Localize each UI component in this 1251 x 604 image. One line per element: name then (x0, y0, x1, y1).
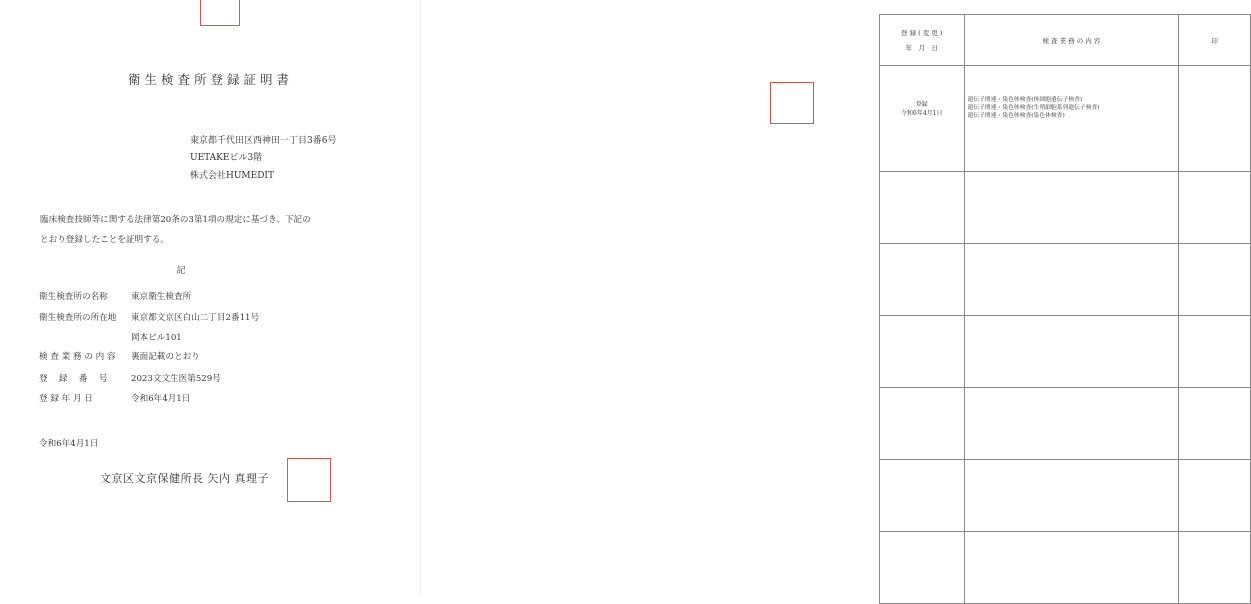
lab-services-value: 裏面記載のとおり (131, 352, 200, 362)
registration-number-label: 登 録 番 号 (39, 374, 108, 384)
empty-cell (964, 532, 1179, 604)
registration-date-value: 令和6年4月1日 (131, 394, 191, 404)
header-content: 検 査 業 務 の 内 容 (964, 15, 1179, 66)
applicant-address-line2: UETAKEビル3階 (190, 153, 263, 163)
certification-statement-line2: とおり登録したことを証明する。 (40, 235, 169, 245)
empty-cell (880, 172, 965, 244)
ki-marker: 記 (176, 266, 186, 276)
entry-item: 遺伝子関連・染色体検査(染色体検査) (967, 113, 1065, 119)
lab-name-value: 東京衛生検査所 (131, 292, 192, 302)
empty-cell (1179, 388, 1251, 460)
empty-cell (964, 460, 1179, 532)
applicant-address-line1: 東京都千代田区西神田一丁目3番6号 (190, 136, 337, 146)
empty-cell (964, 316, 1179, 388)
registration-table (879, 14, 1251, 604)
issuer-seal-stamp (287, 458, 331, 502)
table-row (880, 388, 1251, 460)
lab-location-building: 岡本ビル101 (131, 333, 182, 343)
entry-item: 遺伝子関連・染色体検査(体細胞遺伝子検査) (967, 97, 1083, 103)
lab-services-label: 検 査 業 務 の 内 容 (39, 352, 116, 362)
empty-cell (1179, 244, 1251, 316)
table-row (880, 532, 1251, 604)
entry-item: 遺伝子関連・染色体検査(生殖細胞系列遺伝子検査) (967, 105, 1100, 111)
certificate-front-page (0, 0, 421, 595)
certification-statement-line1: 臨床検査技師等に関する法律第20条の3第1項の規定に基づき、下記の (40, 215, 311, 225)
document-title: 衛生検査所登録証明書 (127, 72, 293, 87)
lab-location-label: 衛生検査所の所在地 (39, 313, 117, 323)
empty-cell (964, 172, 1179, 244)
table-header-row (880, 15, 1251, 66)
issue-date: 令和6年4月1日 (39, 439, 99, 449)
table-row (880, 316, 1251, 388)
applicant-company-name: 株式会社HUMEDIT (190, 171, 274, 181)
header-date-line2: 年 月 日 (905, 44, 938, 52)
entry-date-value: 令和6年4月1日 (901, 110, 943, 117)
empty-cell (964, 388, 1179, 460)
empty-cell (880, 532, 965, 604)
empty-cell (1179, 532, 1251, 604)
empty-cell (880, 244, 965, 316)
empty-cell (1179, 172, 1251, 244)
lab-location-value: 東京都文京区白山二丁目2番11号 (131, 313, 260, 323)
empty-cell (1179, 460, 1251, 532)
partial-seal-stamp (200, 0, 240, 26)
entry-date-cell (880, 66, 965, 172)
table-row (880, 66, 1251, 172)
header-seal: 印 (1179, 15, 1251, 66)
empty-cell (1179, 316, 1251, 388)
issuer-name: 文京区文京保健所長 矢内 真理子 (100, 472, 269, 485)
table-row (880, 244, 1251, 316)
empty-cell (880, 388, 965, 460)
lab-name-label: 衛生検査所の名称 (39, 292, 108, 302)
empty-cell (880, 460, 965, 532)
entry-items-cell (964, 66, 1179, 172)
registration-date-label: 登 録 年 月 日 (39, 394, 93, 404)
empty-cell (880, 316, 965, 388)
entry-seal-stamp (770, 82, 814, 124)
empty-cell (964, 244, 1179, 316)
table-row (880, 460, 1251, 532)
registration-number-value: 2023文文生医第529号 (131, 374, 221, 384)
table-row (880, 172, 1251, 244)
header-date-line1: 登 録 ( 変 更 ) (901, 29, 943, 37)
header-date (880, 15, 965, 66)
entry-seal-cell (1179, 66, 1251, 172)
entry-date-type: 登録 (915, 101, 928, 108)
